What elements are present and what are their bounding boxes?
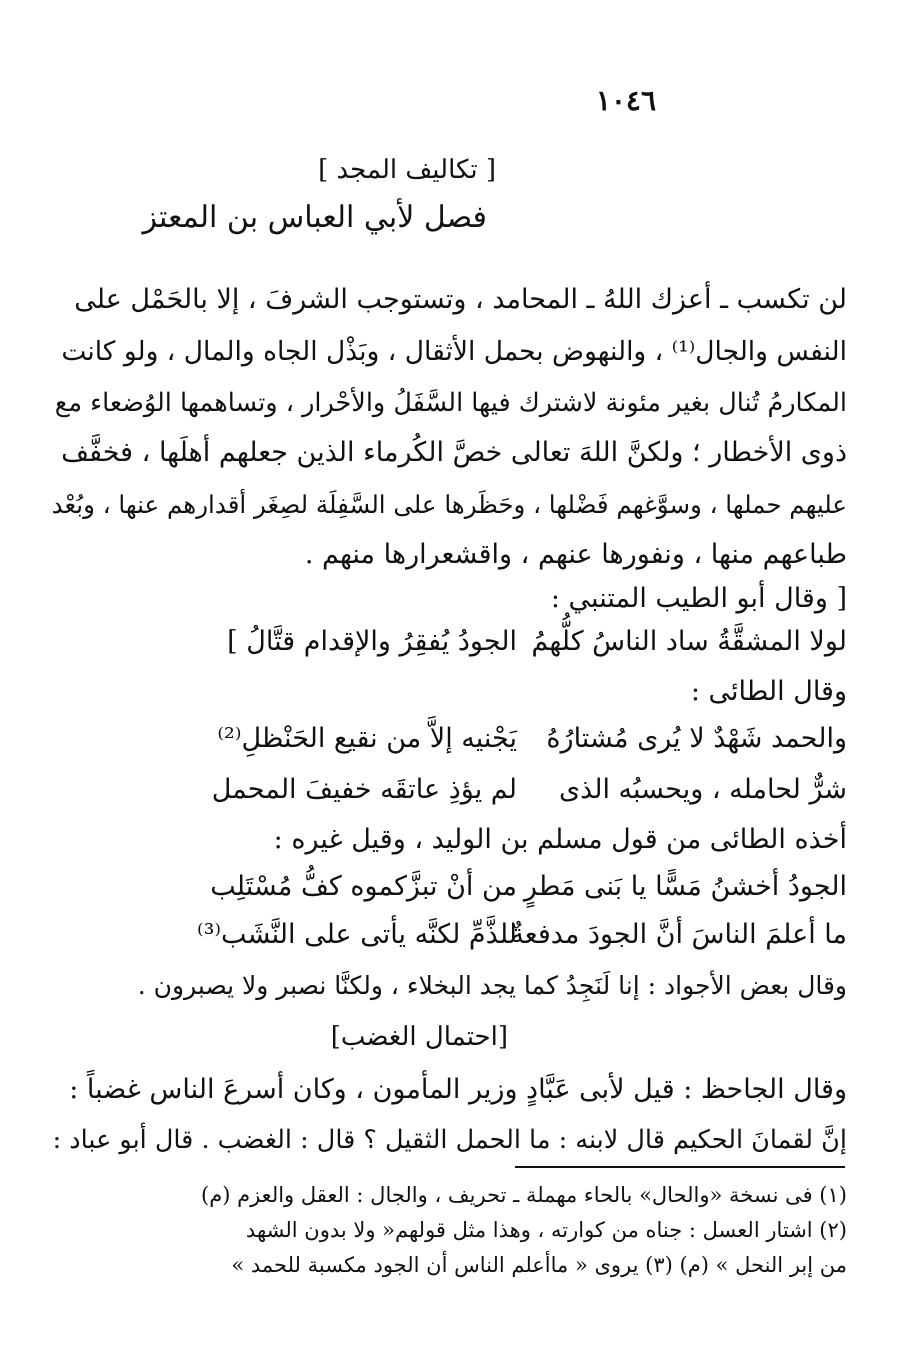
footnote-line: (١) فى نسخة «والحال» بالحاء مهملة ـ تحريف ، والجال : العقل والعزم (م) xyxy=(201,1183,847,1207)
para1-line: النفس والجال⁽¹⁾ ، والنهوض بحمل الأثقال ، وبَذْل الجاه والمال ، ولو كانت xyxy=(61,336,847,367)
section-heading-2: [احتمال الغضب] xyxy=(330,1022,508,1052)
muslim-line: أخذه الطائى من قول مسلم بن الوليد ، وقيل غيره : xyxy=(273,824,847,855)
ajwad-line: وقال بعض الأجواد : إنا لَنَجِدُ كما يجد البخلاء ، ولكنَّا نصبر ولا يصبرون . xyxy=(137,971,847,1000)
verse-tai-1 xyxy=(47,722,847,756)
footnote-line: (٢) اشتار العسل : جناه من كوارته ، وهذا مثل قولهم« ولا بدون الشهد xyxy=(245,1218,847,1242)
hemistich-1: والحمد شَهْدٌ لا يُرى مُشتارُهُ xyxy=(546,723,847,754)
footnote-rule xyxy=(515,1166,845,1168)
para1-line: المكارمُ تُنال بغير مئونة لاشترك فيها السَّفَلُ والأحْرار ، وتساهمها الوُضعاء مع xyxy=(54,388,847,418)
hemistich-2: من أنْ تبزَّكموه كفُّ مُسْتَلِب xyxy=(210,871,517,902)
hemistich-1: ما أعلمَ الناسَ أنَّ الجودَ مدفعةٌ xyxy=(510,919,847,950)
section-heading-1: [ تكاليف المجد ] xyxy=(318,155,496,185)
hemistich-1: الجودُ أخشنُ مَسًّا يا بَنى مَطرٍ xyxy=(523,871,847,902)
para1-line: طباعهم منها ، ونفورها عنهم ، واقشعرارها منهم . xyxy=(304,539,847,570)
tai-intro: وقال الطائى : xyxy=(690,676,847,707)
para3-line: وقال الجاحظ : قيل لأبى عَبَّادٍ وزير المأمون ، وكان أسرعَ الناس غضباً : xyxy=(69,1074,847,1105)
verse-tai-2 xyxy=(47,773,847,807)
hemistich-1: لولا المشقَّةُ ساد الناسُ كلُّهمُ xyxy=(531,626,847,657)
hemistich-2: لم يؤذِ عاتقَه خفيفَ المحمل xyxy=(211,774,517,805)
chapter-title: فصل لأبي العباس بن المعتز xyxy=(142,200,487,235)
hemistich-2: يَجْنيه إلاَّ من نقيع الحَنْظلِ⁽²⁾ xyxy=(217,723,517,754)
mutanabbi-intro: [ وقال أبو الطيب المتنبي : xyxy=(550,583,847,614)
para1-line: ذوى الأخطار ؛ ولكنَّ اللهَ تعالى خصَّ الكُرماء الذين جعلهم أهلَها ، فخفَّف xyxy=(61,437,847,468)
hemistich-2: للذَّمِّ لكنَّه يأتى على النَّشَب⁽³⁾ xyxy=(196,919,517,950)
page-number: ١٠٤٦ xyxy=(595,84,656,117)
para1-line: لن تكسب ـ أعزك اللهُ ـ المحامد ، وتستوجب الشرفَ ، إلا بالحَمْل على xyxy=(74,284,847,315)
verse-jud-2 xyxy=(47,918,847,952)
para1-line: عليهم حملها ، وسوَّغهم فَضْلها ، وحَظَرها على السَّفِلَة لصِغَر أقدارهم عنها ، وبُعْد xyxy=(51,490,847,519)
hemistich-1: شرٌّ لحامله ، ويحسبُه الذى xyxy=(558,774,847,805)
footnote-line: من إبر النحل » (م) (٣) يروى « ماأعلم الناس أن الجود مكسبة للحمد » xyxy=(231,1253,847,1277)
verse-jud-1 xyxy=(47,870,847,904)
verse-mutanabbi xyxy=(47,625,847,659)
hemistich-2: الجودُ يُفقِرُ والإقدام قتَّالُ ] xyxy=(227,626,517,657)
para3-line: إنَّ لقمانَ الحكيم قال لابنه : ما الحمل الثقيل ؟ قال : الغضب . قال أبو عباد : xyxy=(52,1125,847,1155)
